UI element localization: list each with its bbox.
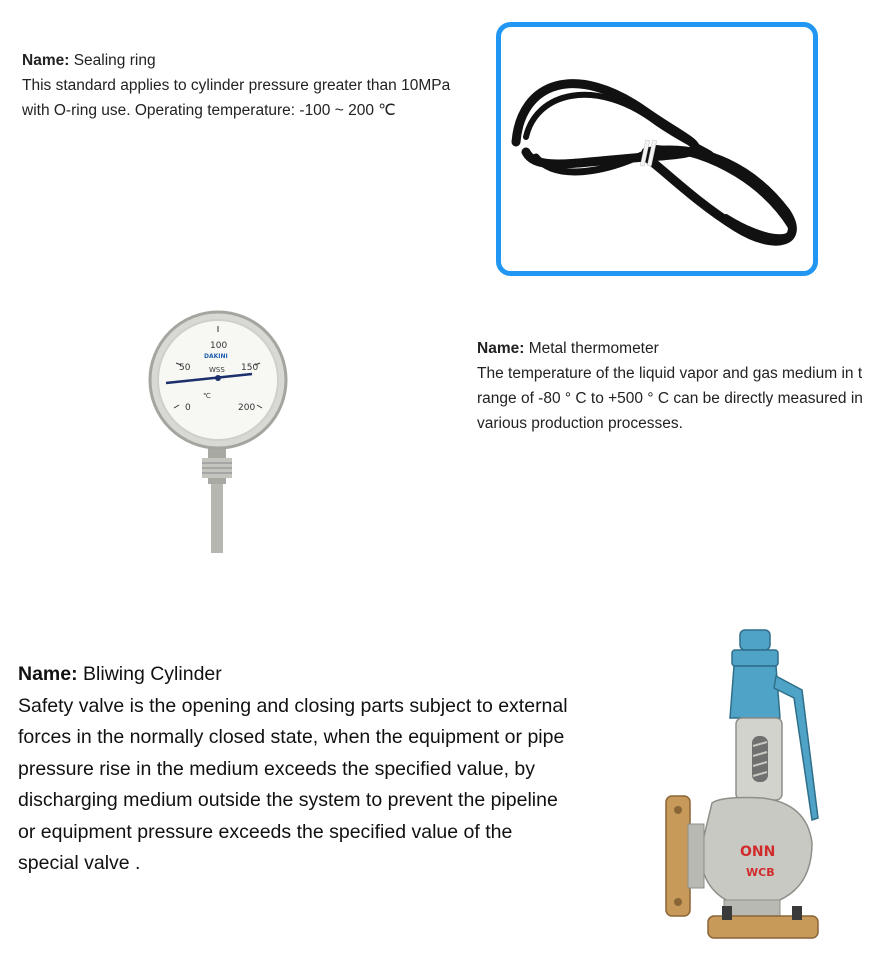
dial-unit: ℃ bbox=[203, 392, 211, 400]
dial-tick-100: 100 bbox=[210, 341, 228, 351]
metal-thermometer-photo bbox=[146, 308, 290, 553]
product-name: Metal thermometer bbox=[528, 340, 659, 357]
dial-tick-200: 200 bbox=[238, 403, 256, 413]
dial-brand: DAKINI bbox=[204, 353, 228, 360]
product-description-line: The temperature of the liquid vapor and gas medium in t bbox=[477, 365, 863, 382]
name-label: Name: bbox=[18, 663, 78, 685]
valve-mark-material: WCB bbox=[746, 866, 775, 879]
product-sealing-ring-text bbox=[22, 48, 472, 123]
dial-tick-0: 0 bbox=[185, 403, 191, 413]
sealing-ring-photo bbox=[496, 22, 818, 276]
dial-tick-150: 150 bbox=[241, 363, 259, 373]
safety-valve-photo bbox=[662, 628, 822, 948]
product-description: Safety valve is the opening and closing parts subject to external forces in the normally closed state, when the equipment or pipe pressure rise in the medium exceeds the specified value, by discharging medium outside the system to prevent the pipeline or equipment pressure exceeds the specified value of the special valve . bbox=[18, 694, 568, 874]
valve-mark-brand: ONN bbox=[740, 844, 776, 860]
product-description-line: various production processes. bbox=[477, 415, 683, 432]
product-bliwing-cylinder-text bbox=[18, 659, 578, 880]
product-description-line: range of -80 ° C to +500 ° C can be directly measured in bbox=[477, 390, 863, 407]
name-label: Name: bbox=[477, 340, 525, 357]
product-description: This standard applies to cylinder pressure greater than 10MPa with O-ring use. Operating temperature: -100 ~ 200 ℃ bbox=[22, 77, 451, 119]
dial-tick-50: 50 bbox=[179, 363, 191, 373]
dial-model: WSS bbox=[209, 366, 225, 374]
product-name: Sealing ring bbox=[73, 52, 156, 69]
product-metal-thermometer-text bbox=[477, 336, 894, 436]
product-name: Bliwing Cylinder bbox=[83, 663, 222, 685]
name-label: Name: bbox=[22, 52, 70, 69]
